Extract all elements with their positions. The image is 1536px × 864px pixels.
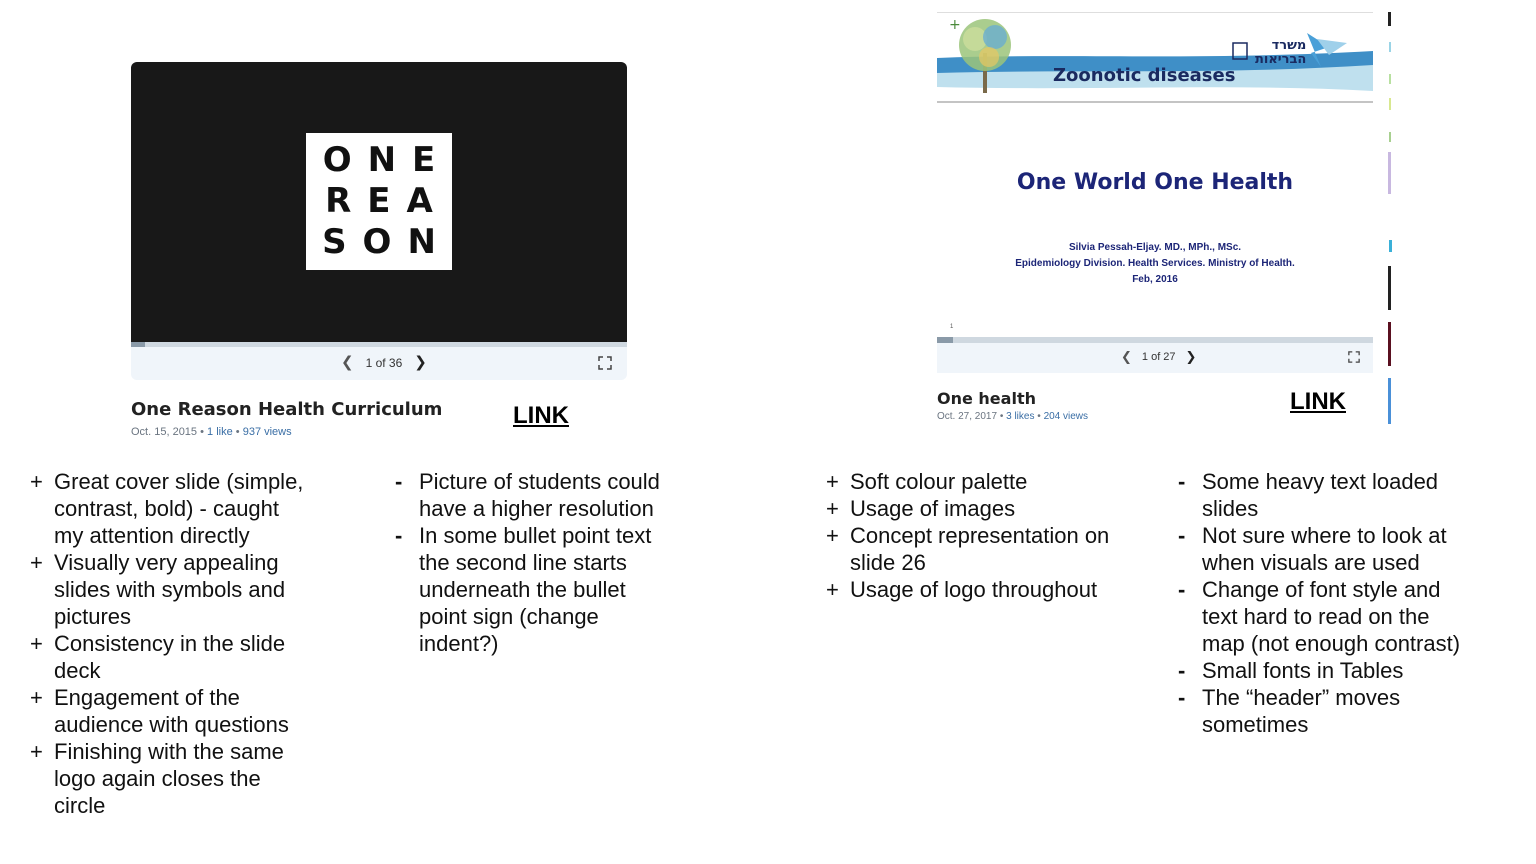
right-page-indicator: 1 of 27 bbox=[1141, 350, 1176, 363]
logo-row: SON bbox=[322, 222, 452, 262]
item-line: Change of font style and bbox=[1202, 577, 1441, 602]
item-line: text hard to read on the bbox=[1202, 604, 1430, 629]
item-line: Finishing with the same bbox=[54, 739, 284, 764]
minus-marker: - bbox=[1178, 469, 1186, 494]
minus-marker: - bbox=[1178, 685, 1186, 710]
chevron-right-icon[interactable]: ❯ bbox=[1185, 349, 1197, 364]
plus-marker: + bbox=[826, 523, 839, 548]
meta-views: 204 views bbox=[1043, 411, 1089, 422]
item-line: Great cover slide (simple, bbox=[54, 469, 304, 494]
left-cover-slide[interactable] bbox=[131, 62, 627, 342]
right-pros-list bbox=[826, 468, 1109, 603]
item-line: slides with symbols and bbox=[54, 577, 286, 602]
slide-page-number: 1 bbox=[950, 324, 954, 330]
con-item bbox=[1178, 657, 1460, 684]
con-item bbox=[1178, 684, 1460, 738]
right-control-bar bbox=[937, 343, 1373, 373]
con-item bbox=[1178, 576, 1460, 657]
item-line: point sign (change bbox=[419, 604, 599, 629]
pro-item bbox=[30, 684, 303, 738]
item-line: sometimes bbox=[1202, 712, 1309, 737]
slide-banner bbox=[937, 13, 1373, 103]
con-item bbox=[395, 522, 660, 657]
item-line: Usage of images bbox=[850, 496, 1016, 521]
pro-item bbox=[826, 576, 1109, 603]
pro-item bbox=[30, 468, 303, 549]
plus-marker: + bbox=[30, 550, 43, 575]
item-line: slide 26 bbox=[850, 550, 926, 575]
right-cons-list bbox=[1178, 468, 1460, 738]
item-line: Not sure where to look at bbox=[1202, 523, 1447, 548]
meta-date: Oct. 27, 2017 bbox=[937, 411, 998, 422]
pro-item bbox=[826, 522, 1109, 576]
left-presentation-title[interactable]: One Reason Health Curriculum bbox=[131, 399, 443, 420]
item-line: slides bbox=[1202, 496, 1259, 521]
slide-subtitle-line: Silvia Pessah-Eljay. MD., MPh., MSc. bbox=[1068, 242, 1242, 253]
meta-views: 937 views bbox=[242, 426, 292, 438]
one-reason-logo bbox=[306, 133, 452, 270]
minus-marker: - bbox=[395, 469, 403, 494]
right-presentation-meta bbox=[937, 411, 1088, 422]
left-presentation-meta bbox=[131, 426, 292, 438]
chevron-left-icon[interactable]: ❮ bbox=[341, 354, 354, 371]
item-line: contrast, bold) - caught bbox=[54, 496, 280, 521]
fullscreen-icon[interactable] bbox=[598, 356, 612, 370]
progress-fill bbox=[131, 342, 145, 347]
slide-subtitle-line: Epidemiology Division. Health Services. Ministry of Health. bbox=[1015, 258, 1295, 269]
item-line: Engagement of the bbox=[54, 685, 240, 710]
adjacent-slide-strip bbox=[1386, 12, 1392, 424]
plus-marker: + bbox=[30, 685, 43, 710]
plus-marker: + bbox=[826, 469, 839, 494]
item-line: Visually very appealing bbox=[54, 550, 279, 575]
item-line: pictures bbox=[54, 604, 132, 629]
slide-title: One World One Health bbox=[1016, 170, 1294, 195]
chevron-left-icon[interactable]: ❮ bbox=[1121, 349, 1132, 364]
item-line: indent?) bbox=[419, 631, 499, 656]
svg-text:+: + bbox=[949, 17, 961, 33]
ministry-hebrew-name bbox=[1255, 39, 1306, 67]
meta-separator: • bbox=[200, 426, 204, 438]
right-presentation-title[interactable]: One health bbox=[937, 389, 1036, 408]
logo-row: REA bbox=[325, 181, 449, 221]
slide-subtitle-line: Feb, 2016 bbox=[1132, 274, 1178, 285]
left-slide-controls bbox=[341, 355, 427, 370]
item-line: circle bbox=[54, 793, 106, 818]
item-line: map (not enough contrast) bbox=[1202, 631, 1461, 656]
item-line: audience with questions bbox=[54, 712, 289, 737]
minus-marker: - bbox=[1178, 577, 1186, 602]
pro-item bbox=[30, 630, 303, 684]
meta-separator: • bbox=[235, 426, 240, 438]
meta-separator: • bbox=[999, 411, 1004, 422]
hebrew-line: הבריאות bbox=[1255, 52, 1307, 67]
left-link[interactable]: LINK bbox=[513, 402, 569, 429]
item-line: Small fonts in Tables bbox=[1202, 658, 1404, 683]
item-line: when visuals are used bbox=[1202, 550, 1420, 575]
con-item bbox=[1178, 522, 1460, 576]
left-presentation-embed bbox=[131, 62, 627, 380]
pro-item bbox=[30, 738, 303, 819]
plus-marker: + bbox=[30, 469, 43, 494]
minus-marker: - bbox=[1178, 658, 1186, 683]
pro-item bbox=[30, 549, 303, 630]
fullscreen-icon[interactable] bbox=[1348, 351, 1360, 363]
item-line: logo again closes the bbox=[54, 766, 261, 791]
item-line: deck bbox=[54, 658, 101, 683]
item-line: Concept representation on bbox=[850, 523, 1110, 548]
meta-likes[interactable]: 3 likes bbox=[1006, 411, 1035, 422]
item-line: Picture of students could bbox=[419, 469, 660, 494]
left-page-indicator: 1 of 36 bbox=[365, 355, 403, 370]
meta-separator: • bbox=[1037, 411, 1041, 422]
minus-marker: - bbox=[1178, 523, 1186, 548]
item-line: underneath the bullet bbox=[419, 577, 626, 602]
item-line: In some bullet point text bbox=[419, 523, 652, 548]
plus-marker: + bbox=[30, 631, 43, 656]
meta-likes[interactable]: 1 like bbox=[207, 426, 233, 438]
meta-date: Oct. 15, 2015 bbox=[131, 426, 198, 438]
item-line: Some heavy text loaded bbox=[1202, 469, 1439, 494]
minus-marker: - bbox=[395, 523, 403, 548]
pro-item bbox=[826, 495, 1109, 522]
hebrew-line: משרד bbox=[1271, 38, 1307, 53]
pro-item bbox=[826, 468, 1109, 495]
item-line: my attention directly bbox=[54, 523, 250, 548]
right-slide-controls bbox=[1121, 350, 1196, 363]
plus-marker: + bbox=[826, 496, 839, 521]
chevron-right-icon[interactable]: ❯ bbox=[414, 354, 427, 371]
con-item bbox=[1178, 468, 1460, 522]
item-line: have a higher resolution bbox=[419, 496, 654, 521]
logo-row: ONE bbox=[322, 140, 452, 180]
left-pros-list bbox=[30, 468, 303, 819]
con-item bbox=[395, 468, 660, 522]
item-line: The “header” moves bbox=[1202, 685, 1401, 710]
item-line: Soft colour palette bbox=[850, 469, 1028, 494]
item-line: Consistency in the slide bbox=[54, 631, 286, 656]
item-line: Usage of logo throughout bbox=[850, 577, 1098, 602]
left-progress-bar[interactable] bbox=[131, 342, 627, 347]
item-line: the second line starts bbox=[419, 550, 627, 575]
right-presentation-embed bbox=[937, 12, 1373, 372]
plus-marker: + bbox=[30, 739, 43, 764]
plus-marker: + bbox=[826, 577, 839, 602]
right-link[interactable]: LINK bbox=[1290, 388, 1346, 415]
left-cons-list bbox=[395, 468, 660, 657]
banner-title: Zoonotic diseases bbox=[1053, 65, 1236, 86]
